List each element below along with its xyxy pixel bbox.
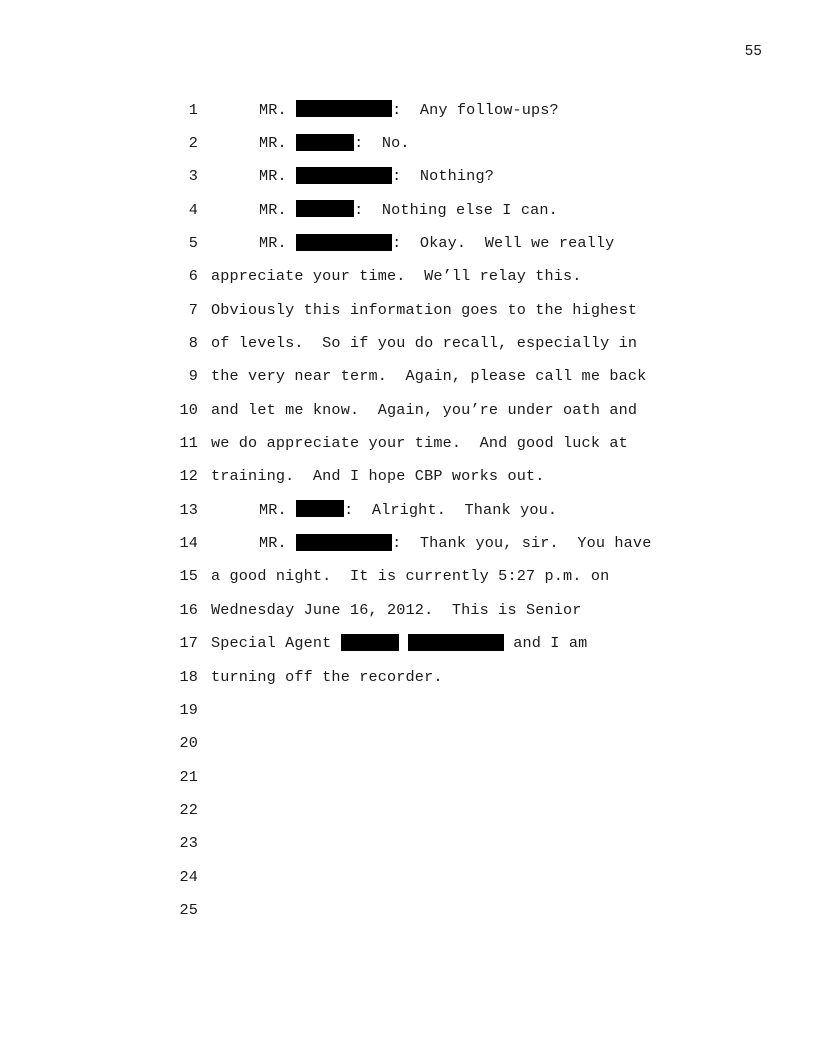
line-text <box>211 634 587 652</box>
transcript-line <box>170 360 690 393</box>
redaction-block <box>341 634 399 651</box>
redaction-block <box>296 167 392 184</box>
line-number: 17 <box>179 634 198 653</box>
transcript-line <box>170 627 690 660</box>
transcript-line <box>170 793 690 826</box>
speech-text: : Any follow-ups? <box>392 100 559 119</box>
speech-text: : Okay. Well we really <box>392 234 615 253</box>
speech-text: and I am <box>503 634 588 653</box>
line-number: 9 <box>188 367 198 386</box>
redaction-block <box>408 634 504 651</box>
transcript-body <box>170 93 690 927</box>
line-text: Obviously this information goes to the highest <box>211 300 638 319</box>
speech-text: : Alright. Thank you. <box>344 500 558 519</box>
line-number: 18 <box>179 667 198 686</box>
line-number: 24 <box>179 867 198 886</box>
line-number: 5 <box>188 234 198 253</box>
transcript-line <box>170 693 690 726</box>
line-text <box>211 134 410 152</box>
transcript-line <box>170 760 690 793</box>
line-text: of levels. So if you do recall, especially in <box>211 334 638 353</box>
transcript-line <box>170 393 690 426</box>
line-number: 14 <box>179 534 198 553</box>
speech-text: Special Agent <box>211 634 341 653</box>
transcript-line <box>170 193 690 226</box>
transcript-line <box>170 727 690 760</box>
line-number: 13 <box>179 500 198 519</box>
line-text <box>211 167 494 185</box>
line-number: 23 <box>179 834 198 853</box>
transcript-line <box>170 260 690 293</box>
speech-text: : Thank you, sir. You have <box>392 534 652 553</box>
redaction-block <box>296 200 354 217</box>
speaker-prefix: MR. <box>259 234 287 253</box>
speech-text: : No. <box>354 134 410 153</box>
line-text: appreciate your time. We’ll relay this. <box>211 267 582 286</box>
line-text <box>211 534 651 552</box>
redaction-block <box>296 534 392 551</box>
redaction-block <box>296 134 354 151</box>
line-number: 19 <box>179 700 198 719</box>
line-text: and let me know. Again, you’re under oath and <box>211 400 638 419</box>
speaker-prefix: MR. <box>259 534 287 553</box>
line-number: 12 <box>179 467 198 486</box>
redaction-block <box>296 234 392 251</box>
line-text <box>211 201 558 219</box>
speaker-prefix: MR. <box>259 500 287 519</box>
line-number: 21 <box>179 767 198 786</box>
transcript-line <box>170 660 690 693</box>
redaction-block <box>296 500 344 517</box>
speaker-prefix: MR. <box>259 167 287 186</box>
speaker-prefix: MR. <box>259 200 287 219</box>
speaker-prefix: MR. <box>259 100 287 119</box>
line-number: 16 <box>179 600 198 619</box>
speaker-prefix: MR. <box>259 134 287 153</box>
transcript-line <box>170 226 690 259</box>
transcript-line <box>170 860 690 893</box>
line-text: the very near term. Again, please call me back <box>211 367 647 386</box>
transcript-line <box>170 293 690 326</box>
transcript-line <box>170 560 690 593</box>
line-number: 1 <box>188 100 198 119</box>
page-number: 55 <box>744 44 762 60</box>
transcript-line <box>170 526 690 559</box>
line-text: turning off the recorder. <box>211 667 443 686</box>
speech-text: : Nothing else I can. <box>354 200 558 219</box>
transcript-line <box>170 160 690 193</box>
transcript-line <box>170 93 690 126</box>
transcript-line <box>170 326 690 359</box>
transcript-line <box>170 827 690 860</box>
transcript-line <box>170 126 690 159</box>
line-text: Wednesday June 16, 2012. This is Senior <box>211 600 582 619</box>
line-number: 8 <box>188 334 198 353</box>
redaction-block <box>296 100 392 117</box>
line-text <box>211 234 614 252</box>
line-number: 25 <box>179 900 198 919</box>
transcript-line <box>170 593 690 626</box>
line-text: we do appreciate your time. And good luck at <box>211 434 628 453</box>
line-number: 22 <box>179 800 198 819</box>
line-text <box>211 501 557 519</box>
line-number: 11 <box>179 434 198 453</box>
line-text: a good night. It is currently 5:27 p.m. on <box>211 567 610 586</box>
line-text: training. And I hope CBP works out. <box>211 467 545 486</box>
line-number: 2 <box>188 134 198 153</box>
line-number: 20 <box>179 734 198 753</box>
transcript-line <box>170 460 690 493</box>
transcript-line <box>170 493 690 526</box>
line-number: 10 <box>179 400 198 419</box>
line-number: 4 <box>188 200 198 219</box>
line-text <box>211 101 559 119</box>
transcript-line <box>170 893 690 926</box>
speech-text: : Nothing? <box>392 167 494 186</box>
line-number: 15 <box>179 567 198 586</box>
line-number: 3 <box>188 167 198 186</box>
transcript-line <box>170 426 690 459</box>
line-number: 7 <box>188 300 198 319</box>
line-number: 6 <box>188 267 198 286</box>
